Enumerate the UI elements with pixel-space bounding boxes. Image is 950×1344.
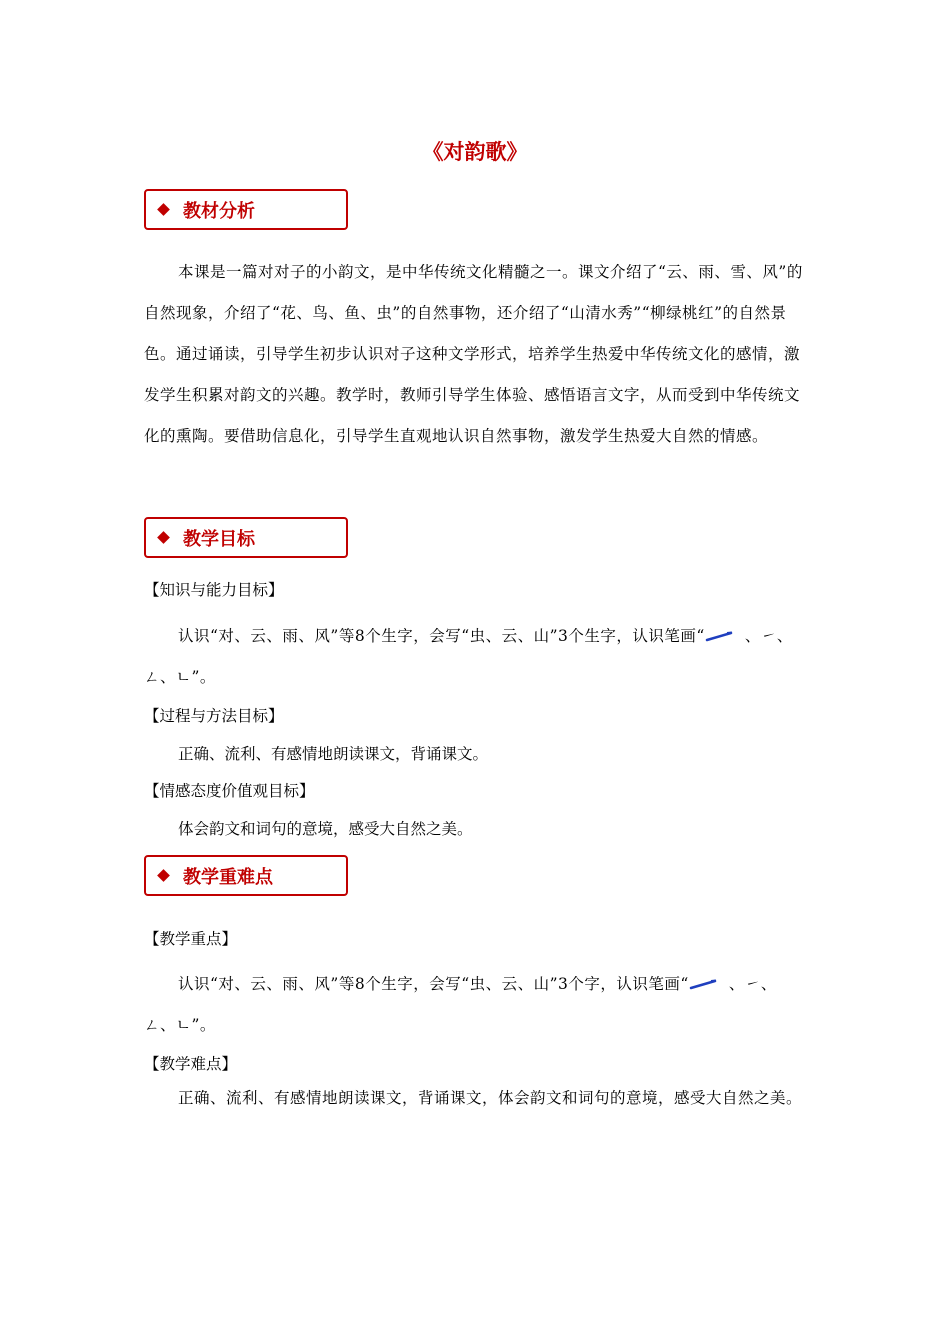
section-label: 教学重难点 (183, 866, 273, 888)
focus-heading: 【教学重点】 (144, 930, 238, 948)
focus-text-part: 、 (728, 975, 745, 993)
difficulty-text: 正确、流利、有感情地朗读课文，背诵课文，体会韵文和词句的意境，感受大自然之美。 (178, 1089, 803, 1107)
section-header-analysis (144, 189, 348, 230)
knowledge-text-part: 认识“对、云、雨、风”等8个生字，会写“虫、云、山”3个生字，认识笔画“ (178, 627, 705, 645)
section-label: 教学目标 (183, 528, 255, 550)
process-heading: 【过程与方法目标】 (144, 707, 284, 725)
stroke-tipi-icon (705, 631, 735, 643)
diamond-bullet-icon (157, 203, 170, 216)
emotion-text: 体会韵文和词句的意境，感受大自然之美。 (178, 820, 473, 838)
analysis-paragraph: 本课是一篇对对子的小韵文，是中华传统文化精髓之一。课文介绍了“云、雨、雪、风”的自然现象，介绍了“花、鸟、鱼、虫”的自然事物，还介绍了“山清水秀”“柳绿桃红”的自然景色。通过诵读，引导学生初步认识对子这种文学形式，培养学生热爱中华传统文化的感情，激发学生积累对韵文的兴趣。教学时，教师引导学生体验、感悟语言文字，从而受到中华传统文化的熏陶。要借助信息化，引导学生直观地认识自然事物，激发学生热爱大自然的情感。 (144, 263, 803, 445)
knowledge-heading: 【知识与能力目标】 (144, 581, 284, 599)
knowledge-text-part: 、 (744, 627, 761, 645)
knowledge-text-part: ㇀、ㄥ、ㄴ”。 (144, 627, 793, 686)
diamond-bullet-icon (157, 531, 170, 544)
knowledge-text (144, 616, 808, 698)
page-title: 《对韵歌》 (422, 140, 528, 164)
diamond-bullet-icon (157, 869, 170, 882)
focus-text (144, 964, 808, 1046)
process-text: 正确、流利、有感情地朗读课文，背诵课文。 (178, 745, 489, 763)
stroke-tipi-icon (689, 979, 719, 991)
section-header-keypoints (144, 855, 348, 896)
difficulty-heading: 【教学难点】 (144, 1055, 238, 1073)
section-header-goals (144, 517, 348, 558)
focus-text-part: ㇀、ㄥ、ㄴ”。 (144, 975, 777, 1034)
emotion-heading: 【情感态度价值观目标】 (144, 782, 315, 800)
focus-text-part: 认识“对、云、雨、风”等8个生字，会写“虫、云、山”3个字，认识笔画“ (178, 975, 689, 993)
section-label: 教材分析 (183, 200, 255, 222)
